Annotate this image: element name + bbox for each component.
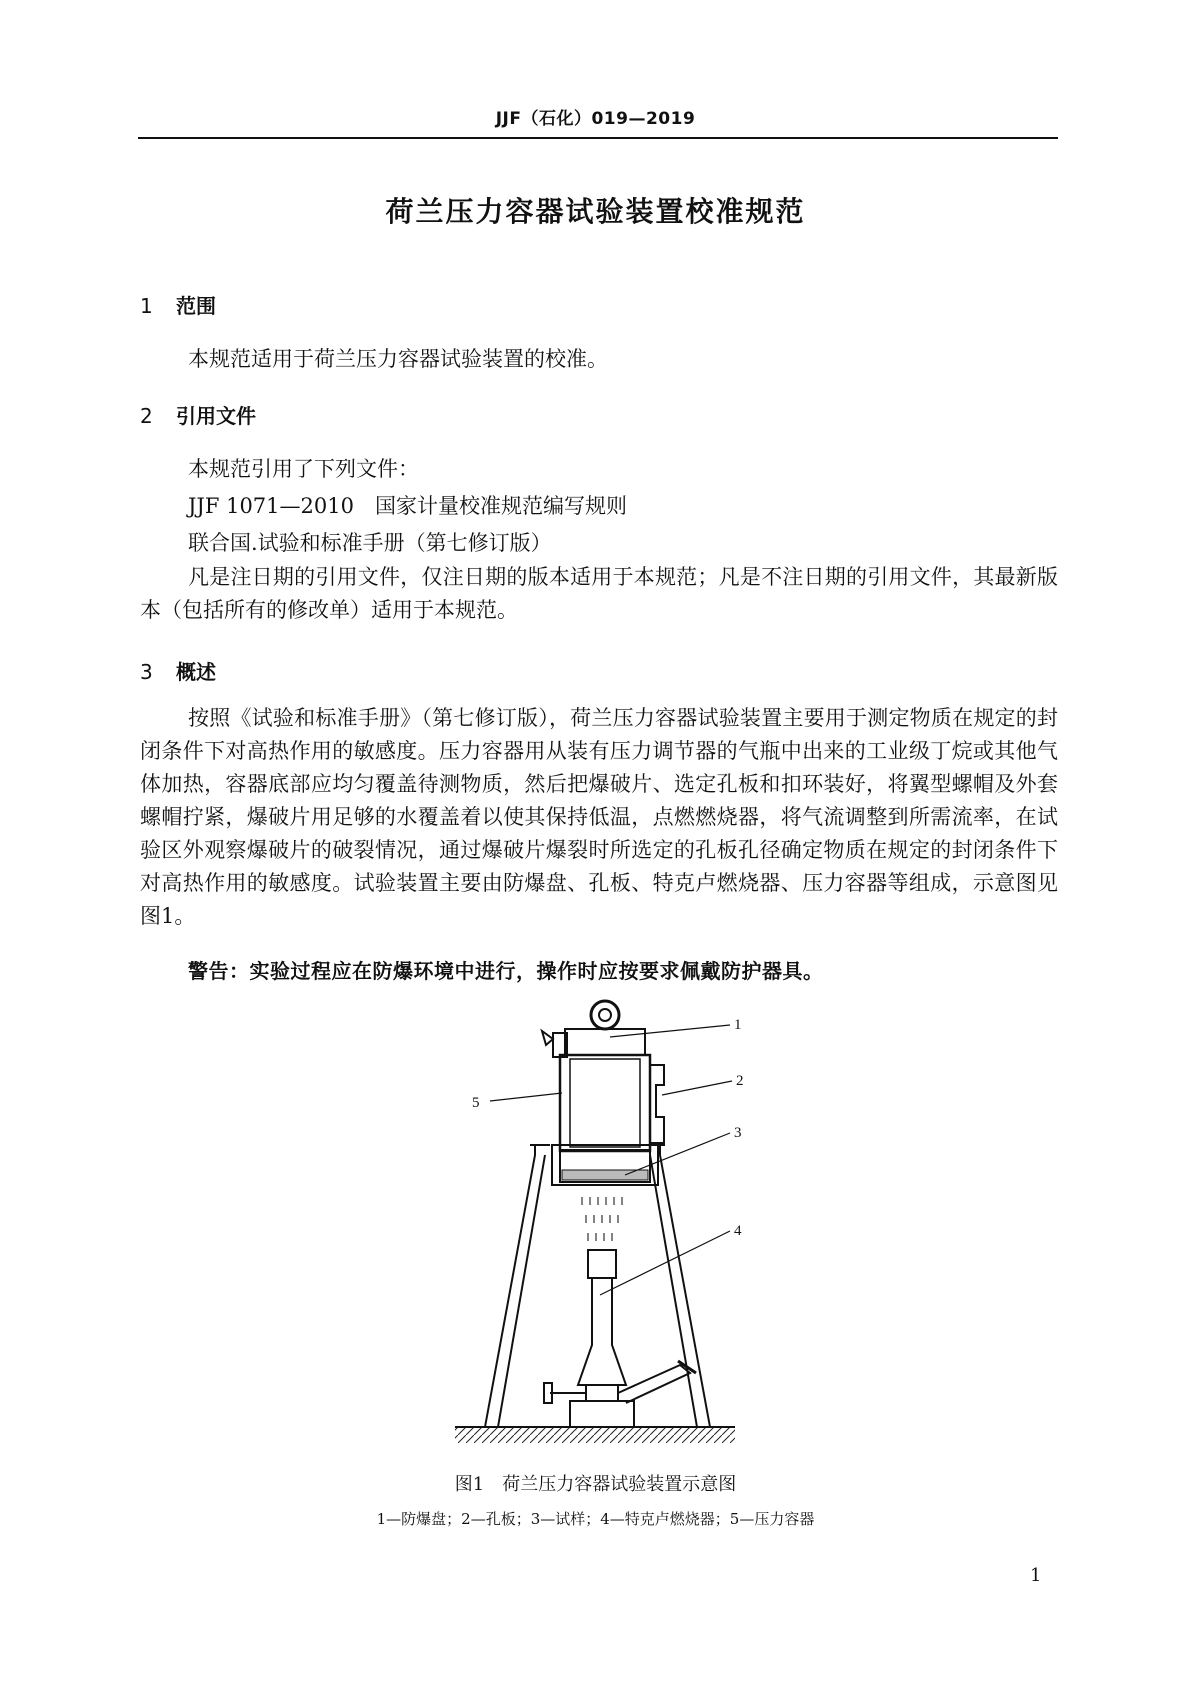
pressure-vessel — [560, 1055, 650, 1151]
callout-label-4: 4 — [734, 1223, 742, 1239]
figure-1-diagram — [450, 995, 750, 1460]
bursting-disc — [565, 1029, 645, 1055]
references-intro: 本规范引用了下列文件： — [188, 457, 419, 481]
section-title: 引用文件 — [176, 404, 256, 428]
warning-text: 警告：实验过程应在防爆环境中进行，操作时应按要求佩戴防护器具。 — [188, 959, 824, 983]
ground-hatch — [455, 1427, 735, 1443]
figure-legend: 1—防爆盘；2—孔板；3—试样；4—特克卢燃烧器；5—压力容器 — [376, 1510, 815, 1528]
header-rule — [138, 137, 1058, 139]
overview-paragraph: 按照《试验和标准手册》（第七修订版），荷兰压力容器试验装置主要用于测定物质在规定的封闭条件下对高热作用的敏感度。压力容器用从装有压力调节器的气瓶中出来的工业级丁烷或其他气体加热，容器底部应均匀覆盖待测物质，然后把爆破片、选定孔板和扣环装好，将翼型螺帽及外套螺帽拧紧，爆破片用足够的水覆盖着以使其保持低温，点燃燃烧器，将气流调整到所需流率，在试验区外观察爆破片的破裂情况，通过爆破片爆裂时所选定的孔板孔径确定物质在规定的封闭条件下对高热作用的敏感度。试验装置主要由防爆盘、孔板、特克卢燃烧器、压力容器等组成，示意图见图1。 — [140, 706, 1058, 928]
reference-item: 联合国.试验和标准手册（第七修订版） — [188, 531, 552, 555]
section-number: 2 — [140, 404, 153, 428]
references-note-paragraph: 凡是注日期的引用文件，仅注日期的版本适用于本规范；凡是不注日期的引用文件，其最新版本（包括所有的修改单）适用于本规范。 — [140, 565, 1058, 622]
orifice-plate — [650, 1065, 664, 1143]
callout-label-5: 5 — [472, 1095, 480, 1111]
section-heading-1 — [140, 290, 216, 319]
callout-lines — [490, 1025, 732, 1295]
callout-label-2: 2 — [736, 1073, 744, 1089]
section-number: 3 — [140, 660, 153, 684]
teclu-burner — [544, 1250, 696, 1427]
figure-caption: 图1 荷兰压力容器试验装置示意图 — [454, 1474, 737, 1495]
section-1-paragraph: 本规范适用于荷兰压力容器试验装置的校准。 — [188, 347, 608, 371]
callout-label-3: 3 — [734, 1125, 742, 1141]
section-title: 范围 — [176, 294, 216, 318]
section-title: 概述 — [176, 660, 216, 684]
document-title: 荷兰压力容器试验装置校准规范 — [385, 195, 806, 228]
section-number: 1 — [140, 294, 153, 318]
page-number: 1 — [1030, 1565, 1042, 1586]
apparatus-drawing — [450, 995, 750, 1455]
lifting-ring — [591, 1001, 619, 1029]
section-heading-3 — [140, 656, 216, 685]
reference-item: JJF 1071—2010 国家计量校准规范编写规则 — [188, 494, 627, 518]
callout-label-1: 1 — [734, 1017, 742, 1033]
burner-flame — [582, 1197, 622, 1241]
wing-nut — [542, 1031, 553, 1045]
header-document-code: JJF（石化）019—2019 — [495, 109, 696, 129]
section-heading-2 — [140, 400, 256, 429]
